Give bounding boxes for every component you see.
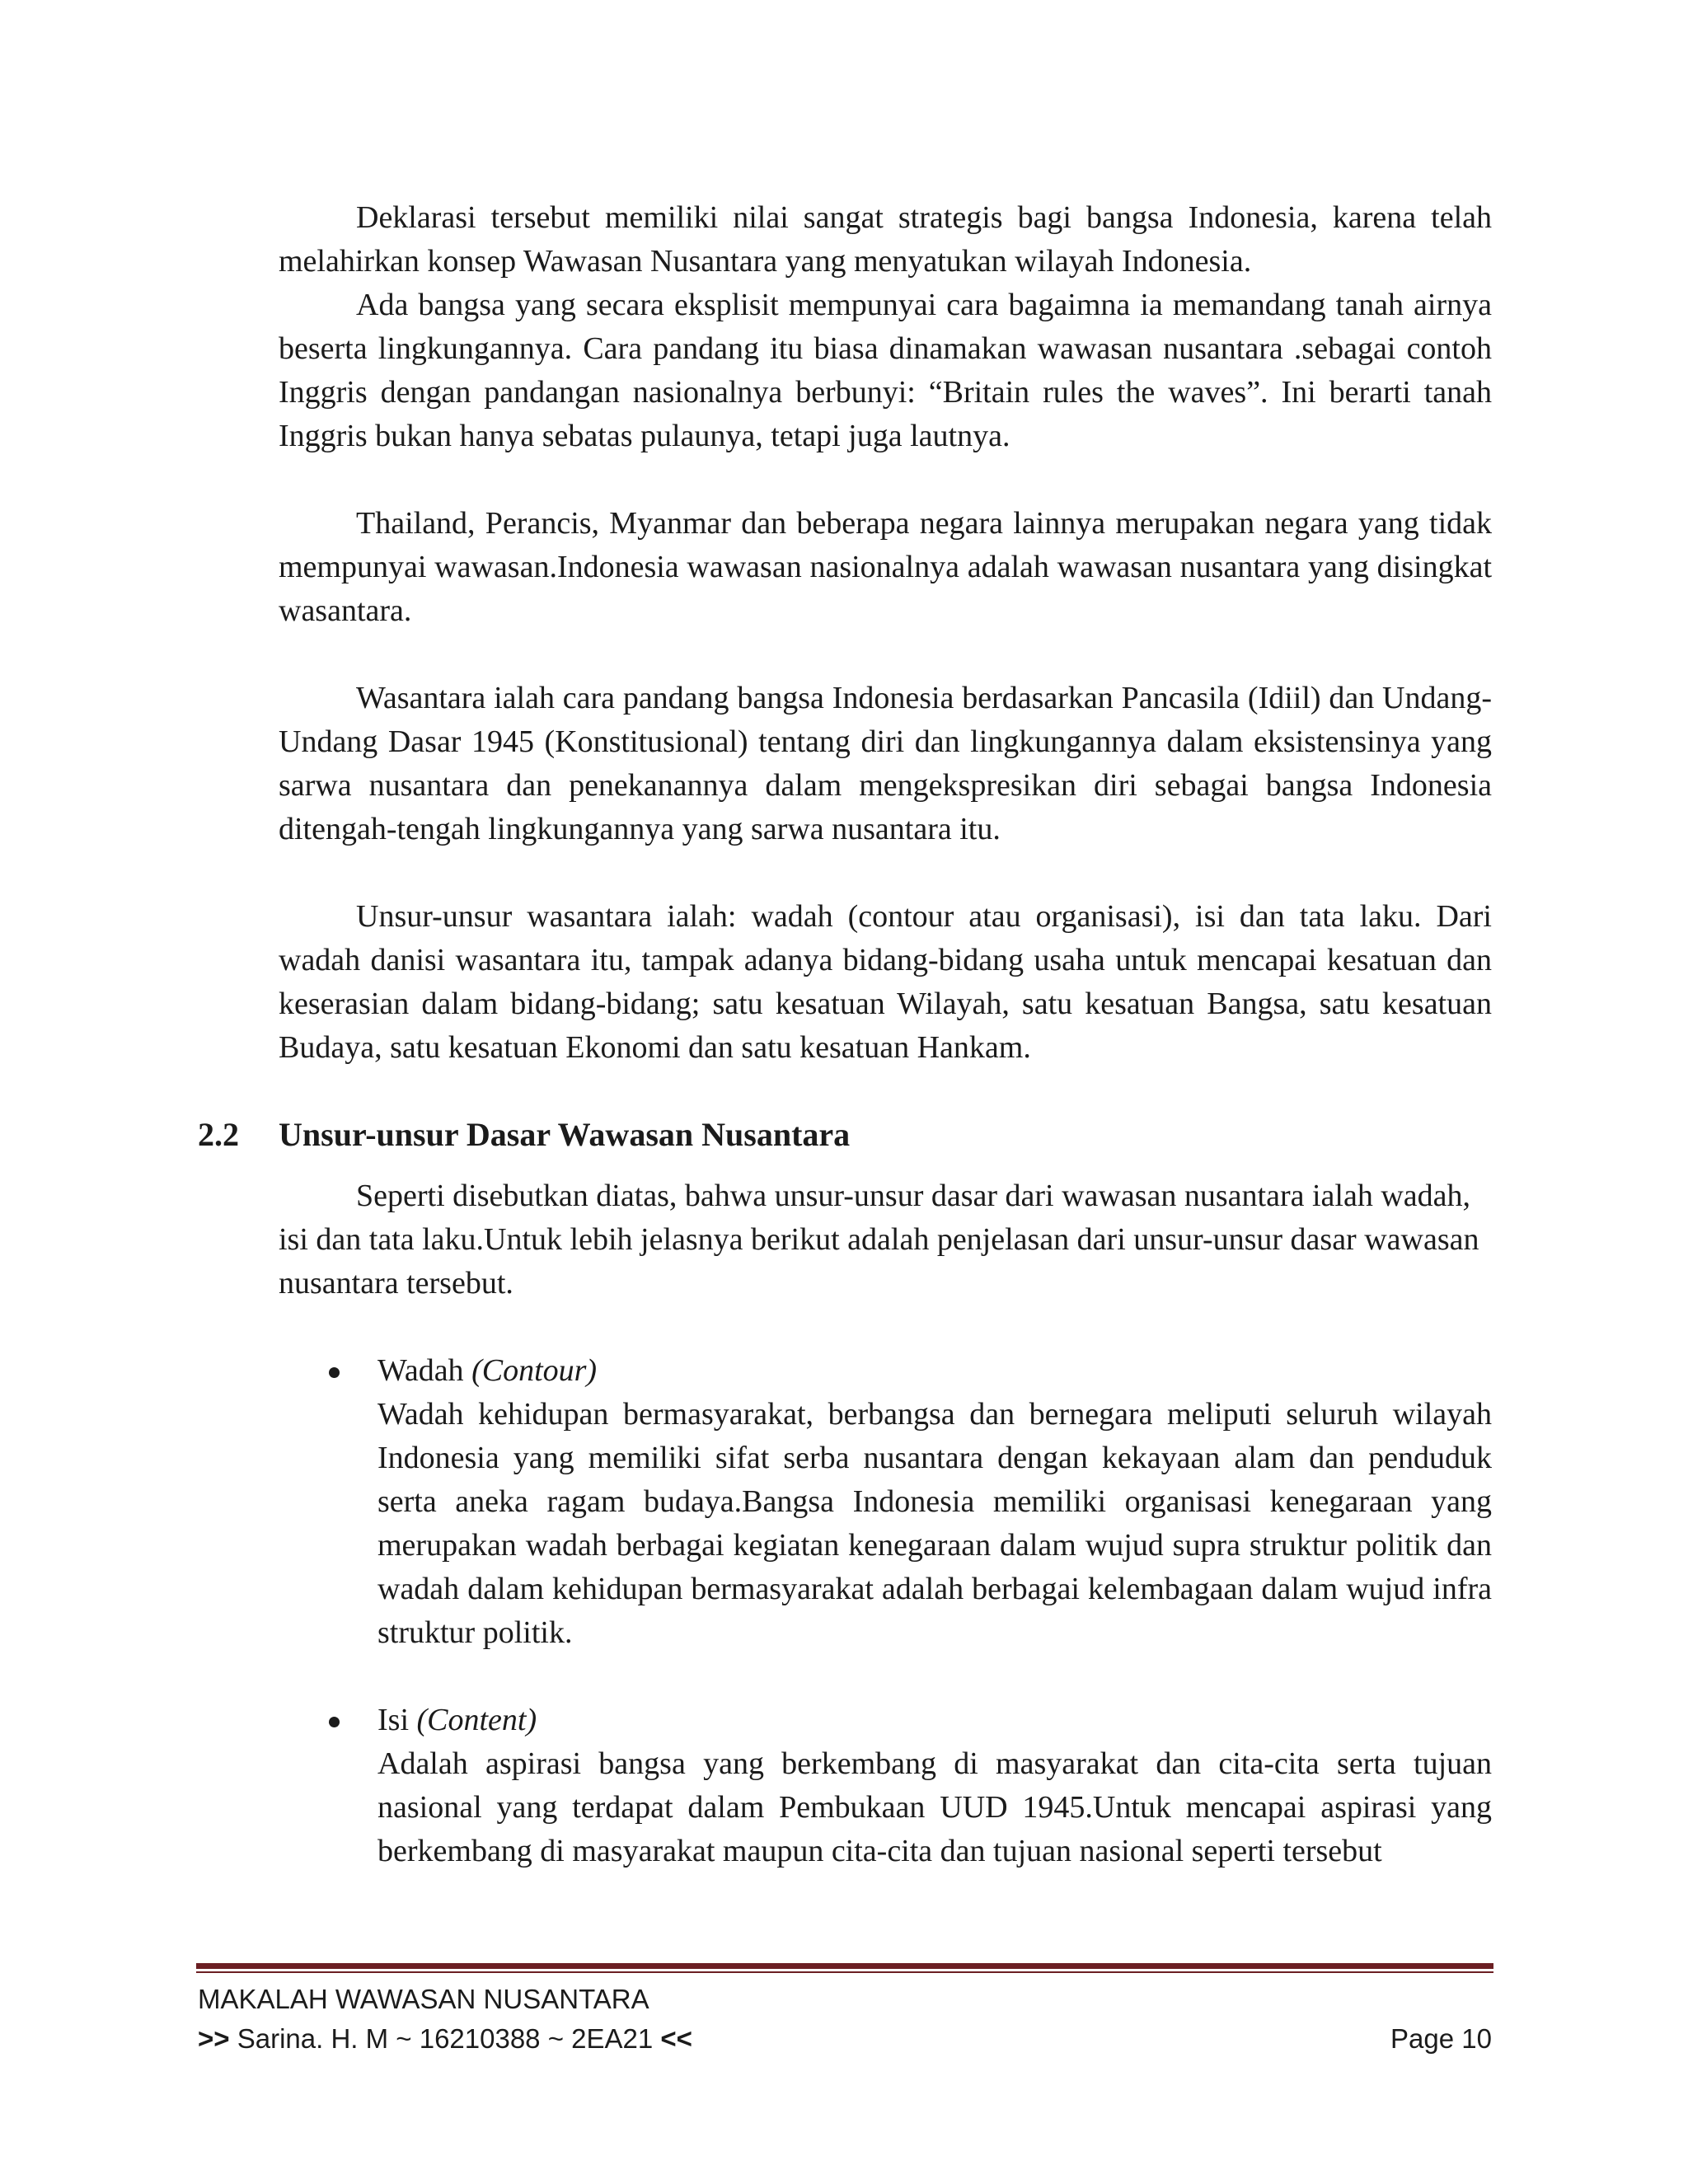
bullet-title: Wadah (Contour)	[377, 1353, 598, 1388]
bullet-body: Wadah kehidupan bermasyarakat, berbangsa dan bernegara meliputi seluruh wilayah Indonesia yang memiliki sifat serba nusantara dengan kekayaan alam dan penduduk serta aneka ragam budaya.Bangsa Indonesia memiliki organisasi kenegaraan yang merupakan wadah berbagai kegiatan kenegaraan dalam wujud supra struktur politik dan wadah dalam kehidupan bermasyarakat adalah berbagai kelembagaan dalam wujud infra struktur politik.	[377, 1397, 1492, 1650]
paragraph-wasantara-elements: Unsur-unsur wasantara ialah: wadah (contour atau organisasi), isi dan tata laku. Dari wadah danisi wasantara itu, tampak adanya bidang-bidang usaha untuk mencapai kesatuan dan keserasian dalam bidang-bidang; satu kesatuan Wilayah, satu kesatuan Bangsa, satu kesatuan Budaya, satu kesatuan Ekonomi dan satu kesatuan Hankam.	[279, 899, 1492, 1065]
footer-divider-thin	[196, 1971, 1493, 1973]
footer-row	[198, 2019, 1492, 2059]
page-number: Page 10	[1390, 2023, 1492, 2054]
bullet-item-isi	[377, 1699, 1492, 1873]
section-intro: Seperti disebutkan diatas, bahwa unsur-unsur dasar dari wawasan nusantara ialah wadah, isi dan tata laku.Untuk lebih jelasnya berikut adalah penjelasan dari unsur-unsur dasar wawasan nusantara tersebut.	[279, 1179, 1479, 1301]
paragraph-gap	[279, 1655, 1492, 1699]
footer-divider	[196, 1963, 1493, 1969]
paragraph-gap	[279, 458, 1492, 502]
paragraph-gap	[279, 851, 1492, 895]
paragraph-gap	[279, 633, 1492, 677]
bullet-dot-icon	[329, 1367, 340, 1378]
section-number: 2.2	[198, 1116, 239, 1153]
footer-author-line: >> Sarina. H. M ~ 16210388 ~ 2EA21 <<	[198, 2023, 692, 2054]
bullet-dot-icon	[329, 1717, 340, 1727]
section-title: Unsur-unsur Dasar Wawasan Nusantara	[279, 1116, 851, 1153]
paragraph-britain-example: Ada bangsa yang secara eksplisit mempunyai cara bagaimna ia memandang tanah airnya beserta lingkungannya. Cara pandang itu biasa dinamakan wawasan nusantara .sebagai contoh Inggris dengan pandangan nasionalnya berbunyi: “Britain rules the waves”. Ini berarti tanah Inggris bukan hanya sebatas pulaunya, tetapi juga lautnya.	[279, 288, 1492, 453]
section-heading	[198, 1113, 1492, 1156]
paragraph-gap	[279, 1305, 1492, 1349]
paragraph-wasantara-definition: Wasantara ialah cara pandang bangsa Indonesia berdasarkan Pancasila (Idiil) dan Undang-Undang Dasar 1945 (Konstitusional) tentang diri dan lingkungannya dalam eksistensinya yang sarwa nusantara dan penekanannya dalam mengekspresikan diri sebagai bangsa Indonesia ditengah-tengah lingkungannya yang sarwa nusantara itu.	[279, 681, 1492, 846]
paragraph-other-nations: Thailand, Perancis, Myanmar dan beberapa negara lainnya merupakan negara yang tidak mempunyai wawasan.Indonesia wawasan nasionalnya adalah wawasan nusantara yang disingkat wasantara.	[279, 506, 1492, 628]
bullet-title: Isi (Content)	[377, 1703, 537, 1737]
footer-title: MAKALAH WAWASAN NUSANTARA	[198, 1984, 649, 2014]
paragraph-declaration: Deklarasi tersebut memiliki nilai sangat strategis bagi bangsa Indonesia, karena telah melahirkan konsep Wawasan Nusantara yang menyatukan wilayah Indonesia.	[279, 200, 1492, 279]
bullet-item-wadah	[377, 1349, 1492, 1655]
bullet-body: Adalah aspirasi bangsa yang berkembang di masyarakat dan cita-cita serta tujuan nasional yang terdapat dalam Pembukaan UUD 1945.Untuk mencapai aspirasi yang berkembang di masyarakat maupun cita-cita dan tujuan nasional seperti tersebut	[377, 1746, 1492, 1868]
page-body	[198, 196, 1492, 1873]
page-footer	[198, 1980, 1492, 2059]
